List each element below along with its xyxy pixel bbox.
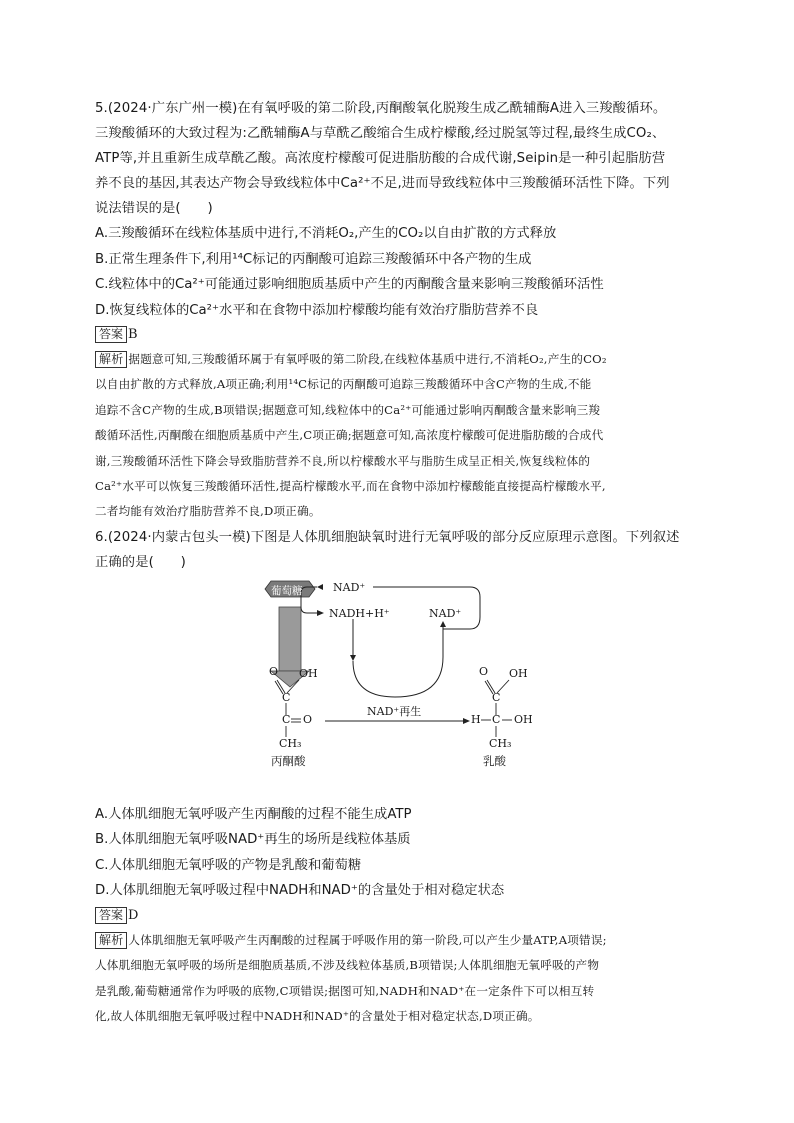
lactate-label: 乳酸	[483, 753, 506, 768]
q5-option-c: C.线粒体中的Ca²⁺可能通过影响细胞质基质中产生的丙酮酸含量来影响三羧酸循环活性	[95, 277, 604, 292]
pyruvate-o-top: O	[269, 664, 279, 678]
arrowhead-to-nadh	[317, 610, 324, 616]
q6-explanation-line-2: 人体肌细胞无氧呼吸的场所是细胞质基质,不涉及线粒体基质,B项错误;人体肌细胞无氧呼吸的产物	[95, 958, 600, 973]
lactate-c2: C	[492, 712, 501, 726]
q6-answer-value: D	[128, 907, 139, 923]
pyruvate-label: 丙酮酸	[271, 753, 306, 768]
nad-top-label: NAD⁺	[333, 580, 366, 594]
q6-option-b: B.人体肌细胞无氧呼吸NAD⁺再生的场所是线粒体基质	[95, 832, 411, 848]
q6-stem-line-1: 6.(2024·内蒙古包头一模)下图是人体肌细胞缺氧时进行无氧呼吸的部分反应原理示意图。下列叙述	[95, 529, 680, 545]
regen-arrowhead	[440, 621, 446, 627]
nadh-label: NADH+H⁺	[329, 606, 390, 620]
q6-option-d: D.人体肌细胞无氧呼吸过程中NADH和NAD⁺的含量处于相对稳定状态	[95, 883, 505, 899]
q5-option-a: A.三羧酸循环在线粒体基质中进行,不消耗O₂,产生的CO₂以自由扩散的方式释放	[95, 226, 557, 241]
nadh-down-arrowhead	[350, 655, 356, 661]
reaction-arrowhead	[463, 718, 470, 724]
q5-explanation-line-7: 二者均能有效治疗脂肪营养不良,D项正确。	[95, 504, 321, 519]
lactate-oh-top: OH	[509, 666, 528, 680]
lactate-h: H	[471, 712, 481, 726]
q5-answer-value: B	[128, 327, 138, 342]
q5-answer	[95, 323, 701, 347]
pyruvate-c1: C	[282, 690, 291, 704]
q5-explanation-line-4: 酸循环活性,丙酮酸在细胞质基质中产生,C项正确;据题意可知,高浓度柠檬酸可促进脂肪酸的合成代	[95, 428, 604, 443]
q6-option-c: C.人体肌细胞无氧呼吸的产物是乳酸和葡萄糖	[95, 857, 362, 873]
lactate-oh-side: OH	[514, 712, 533, 726]
q5-option-b: B.正常生理条件下,利用¹⁴C标记的丙酮酸可追踪三羧酸循环中各产物的生成	[95, 251, 532, 267]
pyruvate-oh: OH	[299, 666, 318, 680]
lactate-o-top: O	[479, 664, 489, 678]
q5-expl-text-1: 据题意可知,三羧酸循环属于有氧呼吸的第二阶段,在线粒体基质中进行,不消耗O₂,产生的CO₂	[128, 352, 607, 366]
q5-explanation-line-6: Ca²⁺水平可以恢复三羧酸循环活性,提高柠檬酸水平,而在食物中添加柠檬酸能直接提高柠檬酸水平,	[95, 479, 606, 494]
nad-right-label: NAD⁺	[429, 606, 462, 620]
pyruvate-o-ketone: O	[303, 712, 313, 726]
q5-explanation-line-1	[95, 347, 701, 372]
q5-stem-line-1: 5.(2024·广东广州一模)在有氧呼吸的第二阶段,丙酮酸氧化脱羧生成乙酰辅酶A进入三羧酸循环。	[95, 101, 667, 116]
q6-option-a: A.人体肌细胞无氧呼吸产生丙酮酸的过程不能生成ATP	[95, 806, 412, 822]
big-arrow-shaft	[279, 607, 301, 671]
q5-explanation-line-2: 以自由扩散的方式释放,A项正确;利用¹⁴C标记的丙酮酸可追踪三羧酸循环中含C产物的生成,不能	[95, 377, 592, 392]
q5-explanation-line-3: 追踪不含C产物的生成,B项错误;据题意可知,线粒体中的Ca²⁺可能通过影响丙酮酸含量来影响三羧	[95, 402, 601, 417]
q5-option-d: D.恢复线粒体的Ca²⁺水平和在食物中添加柠檬酸均能有效治疗脂肪营养不良	[95, 302, 539, 318]
regen-arc	[353, 625, 443, 697]
answer-tag: 答案	[95, 326, 127, 343]
q5-stem-line-2: 三羧酸循环的大致过程为:乙酰辅酶A与草酰乙酸缩合生成柠檬酸,经过脱氢等过程,最终生成CO₂、	[95, 126, 666, 141]
q5-stem-line-4: 养不良的基因,其表达产物会导致线粒体中Ca²⁺不足,进而导致线粒体中三羧酸循环活性下降。下列	[95, 176, 670, 191]
explanation-tag: 解析	[95, 351, 127, 368]
diagram-graphics	[95, 577, 701, 802]
q6-explanation-line-4: 化,故人体肌细胞无氧呼吸过程中NADH和NAD⁺的含量处于相对稳定状态,D项正确。	[95, 1009, 540, 1024]
question-6	[95, 525, 701, 1030]
answer-tag: 答案	[95, 907, 127, 924]
q5-explanation-line-5: 谢,三羧酸循环活性下降会导致脂肪营养不良,所以柠檬酸水平与脂肪生成呈正相关,恢复线粒体的	[95, 453, 591, 468]
q6-expl-text-1: 人体肌细胞无氧呼吸产生丙酮酸的过程属于呼吸作用的第一阶段,可以产生少量ATP,A项错误;	[128, 932, 607, 947]
q5-stem-line-5: 说法错误的是( )	[95, 201, 213, 216]
q6-explanation-line-3: 是乳酸,葡萄糖通常作为呼吸的底物,C项错误;据图可知,NADH和NAD⁺在一定条件下可以相互转	[95, 983, 595, 998]
q6-answer	[95, 904, 701, 928]
nad-regen-label: NAD⁺再生	[367, 704, 422, 718]
page-content	[95, 96, 701, 1029]
question-5	[95, 96, 701, 525]
arrowhead-to-nad-top	[317, 584, 323, 590]
q6-stem-line-2: 正确的是( )	[95, 554, 186, 570]
explanation-tag: 解析	[95, 932, 127, 949]
pyruvate-ch3: CH₃	[279, 736, 302, 750]
lactate-ch3: CH₃	[489, 736, 512, 750]
q5-stem-line-3: ATP等,并且重新生成草酰乙酸。高浓度柠檬酸可促进脂肪酸的合成代谢,Seipin是一种引起脂肪营	[95, 151, 666, 166]
glucose-label: 葡萄糖	[271, 584, 303, 597]
respiration-diagram	[95, 577, 701, 802]
pyruvate-c2: C	[282, 712, 291, 726]
lactate-c1: C	[492, 690, 501, 704]
q6-explanation-line-1	[95, 928, 701, 953]
